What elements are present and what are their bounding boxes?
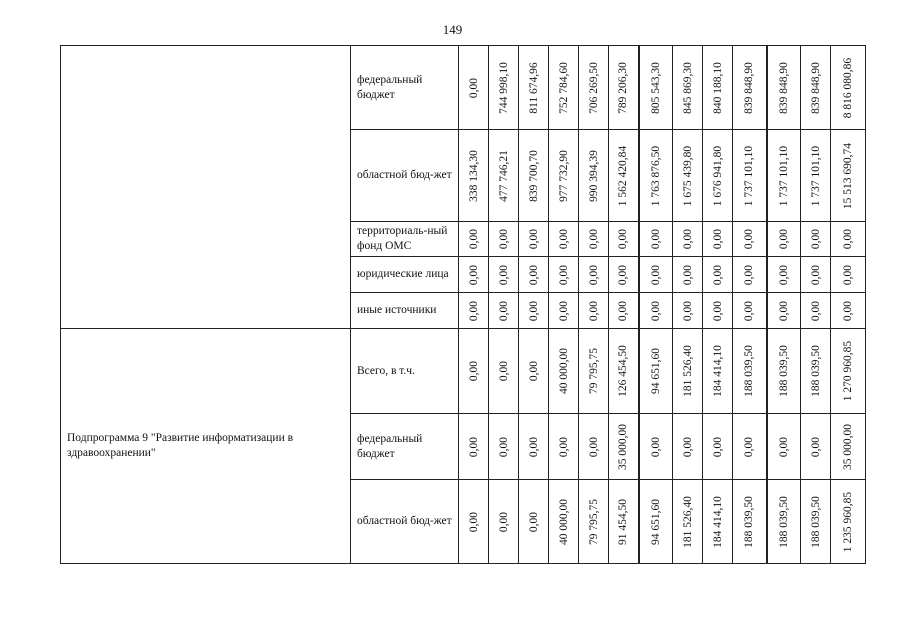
value-text: 0,00 <box>587 228 600 250</box>
value-cell <box>459 329 489 414</box>
funding-source-label: Всего, в т.ч. <box>351 329 459 414</box>
value-text: 40 000,00 <box>557 348 570 394</box>
value-cell <box>489 257 519 293</box>
value-cell <box>519 130 549 222</box>
value-cell-total <box>831 130 866 222</box>
value-text: 15 513 690,74 <box>842 142 854 209</box>
value-cell <box>801 222 831 257</box>
value-text: 1 235 960,85 <box>842 491 854 552</box>
value-cell <box>459 130 489 222</box>
value-text: 752 784,60 <box>557 61 570 114</box>
value-cell <box>609 329 639 414</box>
value-cell <box>519 329 549 414</box>
value-cell <box>733 257 767 293</box>
value-text: 706 269,50 <box>587 61 600 114</box>
table-row <box>61 46 866 130</box>
value-cell <box>703 293 733 329</box>
value-cell <box>549 46 579 130</box>
value-text: 188 039,50 <box>743 345 756 397</box>
value-cell <box>579 480 609 564</box>
value-cell <box>519 414 549 480</box>
value-text: 188 039,50 <box>809 495 822 548</box>
value-cell <box>767 130 801 222</box>
value-cell <box>767 329 801 414</box>
value-text: 0,00 <box>527 511 540 532</box>
value-cell <box>489 130 519 222</box>
value-cell <box>703 46 733 130</box>
value-text: 839 700,70 <box>527 149 540 202</box>
value-text: 79 795,75 <box>587 348 600 394</box>
value-text: 977 732,90 <box>557 149 570 202</box>
value-cell <box>767 257 801 293</box>
value-cell <box>767 222 801 257</box>
value-cell <box>579 130 609 222</box>
value-cell-total <box>831 257 866 293</box>
value-cell <box>549 414 579 480</box>
value-cell <box>673 329 703 414</box>
value-cell <box>549 329 579 414</box>
value-text: 0,00 <box>497 511 510 532</box>
value-cell <box>459 222 489 257</box>
value-text: 811 674,96 <box>527 61 540 114</box>
value-cell <box>549 293 579 329</box>
value-cell <box>639 257 673 293</box>
value-text: 0,00 <box>777 264 790 285</box>
value-cell-total <box>831 293 866 329</box>
value-cell <box>639 480 673 564</box>
value-text: 0,00 <box>809 300 822 321</box>
value-cell <box>519 480 549 564</box>
value-text: 40 000,00 <box>557 498 570 545</box>
value-text: 0,00 <box>711 300 724 321</box>
value-text: 1 763 876,50 <box>649 145 662 206</box>
value-cell <box>639 130 673 222</box>
value-text: 0,00 <box>527 228 540 250</box>
value-cell <box>459 480 489 564</box>
value-text: 0,00 <box>557 436 570 457</box>
page-number: 149 <box>442 22 463 37</box>
value-cell <box>801 329 831 414</box>
funding-source-label: юридические лица <box>351 257 459 293</box>
value-cell <box>639 414 673 480</box>
value-text: 845 869,30 <box>681 61 694 114</box>
value-text: 0,00 <box>467 264 480 285</box>
value-cell <box>767 414 801 480</box>
value-text: 1 737 101,10 <box>777 145 790 206</box>
value-cell <box>489 414 519 480</box>
value-text: 0,00 <box>649 300 662 321</box>
value-text: 0,00 <box>497 360 510 382</box>
value-cell <box>609 414 639 480</box>
value-text: 188 039,50 <box>777 495 790 548</box>
value-cell <box>801 46 831 130</box>
funding-source-label: федеральный бюджет <box>351 414 459 480</box>
value-cell <box>733 329 767 414</box>
value-text: 0,00 <box>467 360 480 382</box>
funding-source-label: областной бюд-жет <box>351 130 459 222</box>
value-cell <box>639 222 673 257</box>
value-text: 188 039,50 <box>777 345 790 397</box>
value-cell <box>549 257 579 293</box>
value-cell <box>703 329 733 414</box>
value-cell <box>489 329 519 414</box>
value-cell <box>609 46 639 130</box>
value-cell <box>703 222 733 257</box>
value-text: 1 737 101,10 <box>809 145 822 206</box>
budget-table <box>60 45 866 564</box>
value-cell <box>767 293 801 329</box>
program-cell <box>61 46 351 329</box>
value-text: 0,00 <box>527 360 540 382</box>
value-text: 0,00 <box>527 264 540 285</box>
value-text: 0,00 <box>587 436 600 457</box>
value-cell <box>489 46 519 130</box>
value-cell <box>459 414 489 480</box>
value-text: 805 543,30 <box>649 61 662 114</box>
value-cell <box>519 293 549 329</box>
value-text: 0,00 <box>497 436 510 457</box>
value-text: 0,00 <box>467 228 480 250</box>
value-cell-total <box>831 329 866 414</box>
table-row <box>61 329 866 414</box>
value-text: 0,00 <box>809 264 822 285</box>
value-cell <box>549 222 579 257</box>
value-cell <box>579 293 609 329</box>
value-text: 0,00 <box>681 264 694 285</box>
value-text: 181 526,40 <box>681 495 694 548</box>
value-text: 839 848,90 <box>743 61 756 114</box>
value-cell <box>673 480 703 564</box>
value-cell <box>519 46 549 130</box>
value-cell <box>459 293 489 329</box>
value-cell <box>639 329 673 414</box>
value-text: 181 526,40 <box>681 345 694 397</box>
value-cell <box>733 130 767 222</box>
value-cell <box>609 293 639 329</box>
value-text: 477 746,21 <box>497 149 510 202</box>
value-cell <box>673 414 703 480</box>
value-cell <box>519 257 549 293</box>
value-text: 0,00 <box>557 264 570 285</box>
value-cell <box>767 46 801 130</box>
value-text: 990 394,39 <box>587 149 600 202</box>
value-text: 0,00 <box>743 264 756 285</box>
value-cell <box>801 130 831 222</box>
value-text: 0,00 <box>809 436 822 457</box>
value-text: 184 414,10 <box>711 345 724 397</box>
value-text: 0,00 <box>809 228 822 250</box>
value-cell <box>733 414 767 480</box>
value-cell <box>801 480 831 564</box>
value-cell <box>733 222 767 257</box>
value-text: 0,00 <box>497 228 510 250</box>
value-text: 0,00 <box>743 300 756 321</box>
value-text: 0,00 <box>649 264 662 285</box>
value-text: 0,00 <box>842 264 854 285</box>
value-text: 0,00 <box>617 228 630 250</box>
value-text: 0,00 <box>777 300 790 321</box>
value-text: 79 795,75 <box>587 498 600 545</box>
value-text: 0,00 <box>587 300 600 321</box>
value-cell-total <box>831 222 866 257</box>
value-cell <box>767 480 801 564</box>
value-text: 744 998,10 <box>497 61 510 114</box>
funding-source-label: территориаль-ный фонд ОМС <box>351 222 459 257</box>
value-cell <box>673 293 703 329</box>
value-text: 0,00 <box>681 300 694 321</box>
value-text: 0,00 <box>467 300 480 321</box>
value-cell <box>489 480 519 564</box>
value-text: 188 039,50 <box>809 345 822 397</box>
value-text: 0,00 <box>587 264 600 285</box>
value-cell-total <box>831 480 866 564</box>
value-text: 0,00 <box>842 300 854 321</box>
value-text: 0,00 <box>617 264 630 285</box>
value-text: 94 651,60 <box>649 348 662 394</box>
value-cell <box>579 257 609 293</box>
value-cell <box>801 414 831 480</box>
value-text: 0,00 <box>777 228 790 250</box>
value-text: 0,00 <box>497 264 510 285</box>
value-text: 0,00 <box>842 228 854 250</box>
value-text: 1 675 439,80 <box>681 145 694 206</box>
value-cell <box>609 257 639 293</box>
value-text: 1 737 101,10 <box>743 145 756 206</box>
funding-source-label: областной бюд-жет <box>351 480 459 564</box>
value-cell <box>549 480 579 564</box>
value-cell <box>801 293 831 329</box>
value-text: 94 651,60 <box>649 498 662 545</box>
value-cell <box>733 480 767 564</box>
value-cell <box>703 130 733 222</box>
value-cell <box>579 46 609 130</box>
value-cell <box>703 414 733 480</box>
value-text: 0,00 <box>557 300 570 321</box>
value-cell <box>609 130 639 222</box>
value-text: 0,00 <box>497 300 510 321</box>
value-text: 0,00 <box>649 436 662 457</box>
value-text: 35 000,00 <box>842 423 854 470</box>
value-text: 0,00 <box>467 77 480 98</box>
value-cell <box>549 130 579 222</box>
value-text: 0,00 <box>617 300 630 321</box>
value-cell <box>609 222 639 257</box>
funding-source-label: федеральный бюджет <box>351 46 459 130</box>
value-text: 0,00 <box>527 300 540 321</box>
subprogram-title: Подпрограмма 9 "Развитие информатизации в здравоохранении" <box>61 329 351 564</box>
value-cell <box>609 480 639 564</box>
value-text: 0,00 <box>743 436 756 457</box>
value-text: 1 676 941,80 <box>711 145 724 206</box>
value-cell-total <box>831 414 866 480</box>
value-text: 0,00 <box>527 436 540 457</box>
value-cell <box>639 293 673 329</box>
value-cell <box>673 46 703 130</box>
value-text: 0,00 <box>681 228 694 250</box>
value-cell <box>489 222 519 257</box>
value-cell <box>673 130 703 222</box>
value-text: 0,00 <box>649 228 662 250</box>
value-text: 0,00 <box>777 436 790 457</box>
value-text: 0,00 <box>711 264 724 285</box>
value-text: 0,00 <box>467 511 480 532</box>
value-cell <box>673 257 703 293</box>
value-text: 839 848,90 <box>777 61 790 114</box>
value-text: 0,00 <box>711 228 724 250</box>
value-text: 789 206,30 <box>617 61 630 114</box>
value-cell <box>579 414 609 480</box>
value-cell <box>703 480 733 564</box>
value-text: 840 188,10 <box>711 61 724 114</box>
value-cell <box>733 293 767 329</box>
value-text: 338 134,30 <box>467 149 480 202</box>
value-cell <box>519 222 549 257</box>
value-text: 8 816 080,86 <box>842 57 854 118</box>
value-cell <box>489 293 519 329</box>
value-cell-total <box>831 46 866 130</box>
value-text: 0,00 <box>467 436 480 457</box>
value-cell <box>703 257 733 293</box>
value-cell <box>639 46 673 130</box>
value-text: 1 270 960,85 <box>842 340 854 402</box>
value-cell <box>459 257 489 293</box>
value-cell <box>733 46 767 130</box>
value-text: 35 000,00 <box>617 423 630 470</box>
value-text: 91 454,50 <box>617 498 630 545</box>
value-cell <box>459 46 489 130</box>
value-text: 0,00 <box>711 436 724 457</box>
value-text: 0,00 <box>681 436 694 457</box>
funding-source-label: иные источники <box>351 293 459 329</box>
value-text: 0,00 <box>557 228 570 250</box>
value-text: 126 454,50 <box>617 345 630 397</box>
value-text: 184 414,10 <box>711 495 724 548</box>
value-cell <box>801 257 831 293</box>
value-cell <box>579 222 609 257</box>
value-text: 1 562 420,84 <box>617 145 630 206</box>
value-cell <box>673 222 703 257</box>
value-text: 839 848,90 <box>809 61 822 114</box>
value-text: 188 039,50 <box>743 495 756 548</box>
value-text: 0,00 <box>743 228 756 250</box>
value-cell <box>579 329 609 414</box>
